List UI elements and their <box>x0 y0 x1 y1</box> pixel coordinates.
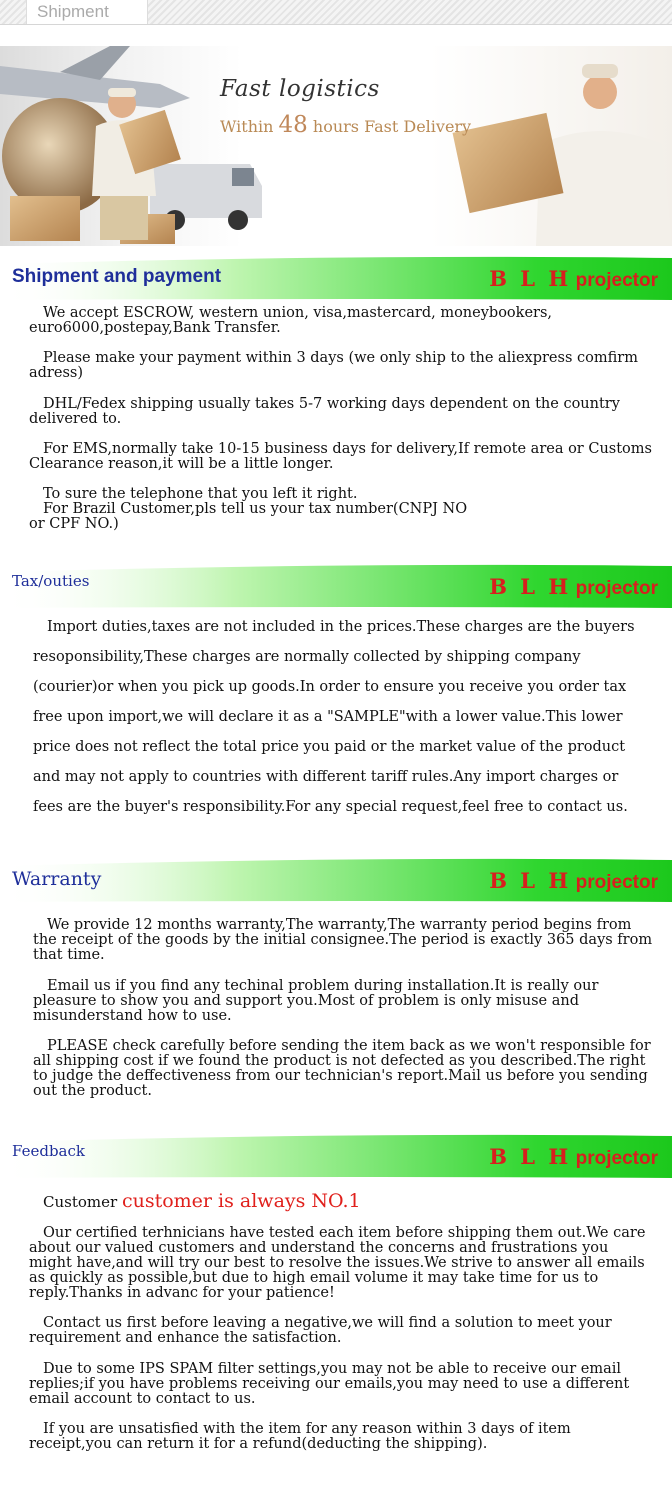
section-header-shipment <box>0 256 672 300</box>
fast-logistics-banner <box>0 46 672 246</box>
top-bar <box>0 0 672 25</box>
paragraph: Due to some IPS SPAM filter settings,you may not be able to receive our email replies;if you have problems receiving our emails,you may need to use a different email account to contact to us. <box>29 1361 630 1407</box>
section-header-feedback <box>0 1134 672 1178</box>
section-header-tax <box>0 564 672 608</box>
section-title: Warranty <box>12 868 102 890</box>
paragraph: Please make your payment within 3 days (we only ship to the aliexpress comfirm adress) <box>29 350 638 381</box>
paragraph: DHL/Fedex shipping usually takes 5-7 working days dependent on the country delivered to. <box>29 396 620 427</box>
paragraph: Contact us first before leaving a negative,we will find a solution to meet your requirement and enhance the satisfaction. <box>29 1315 612 1346</box>
paragraph: We accept ESCROW, western union, visa,mastercard, moneybookers, euro6000,postepay,Bank Transfer. <box>29 305 553 336</box>
paragraph: Import duties,taxes are not included in the prices.These charges are the buyers resoponsibility,These charges are normally collected by shipping company (courier)or when you pick up goods.In order to ensure you receive you order tax free upon import,we will declare it as a "SAMPLE"with a lower value.This lower price does not reflect the total price you paid or the market value of the product and may not apply to countries with different tariff rules.Any import charges or fees are the buyer's responsibility.For any special request,feel free to contact us. <box>33 619 635 815</box>
shipment-tab: Shipment <box>26 0 148 24</box>
brand-logo: B L H projector <box>489 1144 658 1169</box>
brand-logo: B L H projector <box>489 574 658 599</box>
paragraph: If you are unsatisfied with the item for any reason within 3 days of item receipt,you can return it for a refund(deducting the shipping). <box>29 1421 571 1452</box>
paragraph: Our certified terhnicians have tested each item before shipping them out.We care about our valued customers and understand the concerns and frustrations you might have,and will try our best to resolve the issues.We strive to answer all emails as quickly as possible,but due to high email volume it may take time for us to reply.Thanks in advanc for your patience! <box>29 1225 646 1301</box>
banner-subtitle: Within 48 hours Fast Delivery <box>220 112 472 138</box>
paragraph: For EMS,normally take 10-15 business days for delivery,If remote area or Customs Clearance reason,it will be a little longer. <box>29 441 652 472</box>
customer-slogan: Customer customer is always NO.1 <box>43 1190 361 1212</box>
banner-title: Fast logistics <box>220 76 380 102</box>
section-title: Shipment and payment <box>12 266 222 287</box>
brand-logo: B L H projector <box>489 868 658 893</box>
paragraph: Email us if you find any techinal problem during installation.It is really our pleasure to show you and support you.Most of problem is only misuse and misunderstand how to use. <box>33 978 599 1024</box>
paragraph: We provide 12 months warranty,The warranty,The warranty period begins from the receipt of the goods by the initial consignee.The period is exactly 365 days from that time. <box>33 917 653 963</box>
section-title: Tax/outies <box>12 572 90 590</box>
paragraph: To sure the telephone that you left it right. <box>43 486 358 502</box>
paragraph: For Brazil Customer,pls tell us your tax number(CNPJ NO or CPF NO.) <box>29 501 468 532</box>
paragraph: PLEASE check carefully before sending the item back as we won't responsible for all shipping cost if we found the product is not defected as you described.The right to judge the deffectiveness from our technician's report.Mail us before you sending out the product. <box>33 1038 651 1099</box>
section-header-warranty <box>0 858 672 902</box>
brand-logo: B L H projector <box>489 266 658 291</box>
section-title: Feedback <box>12 1142 85 1160</box>
